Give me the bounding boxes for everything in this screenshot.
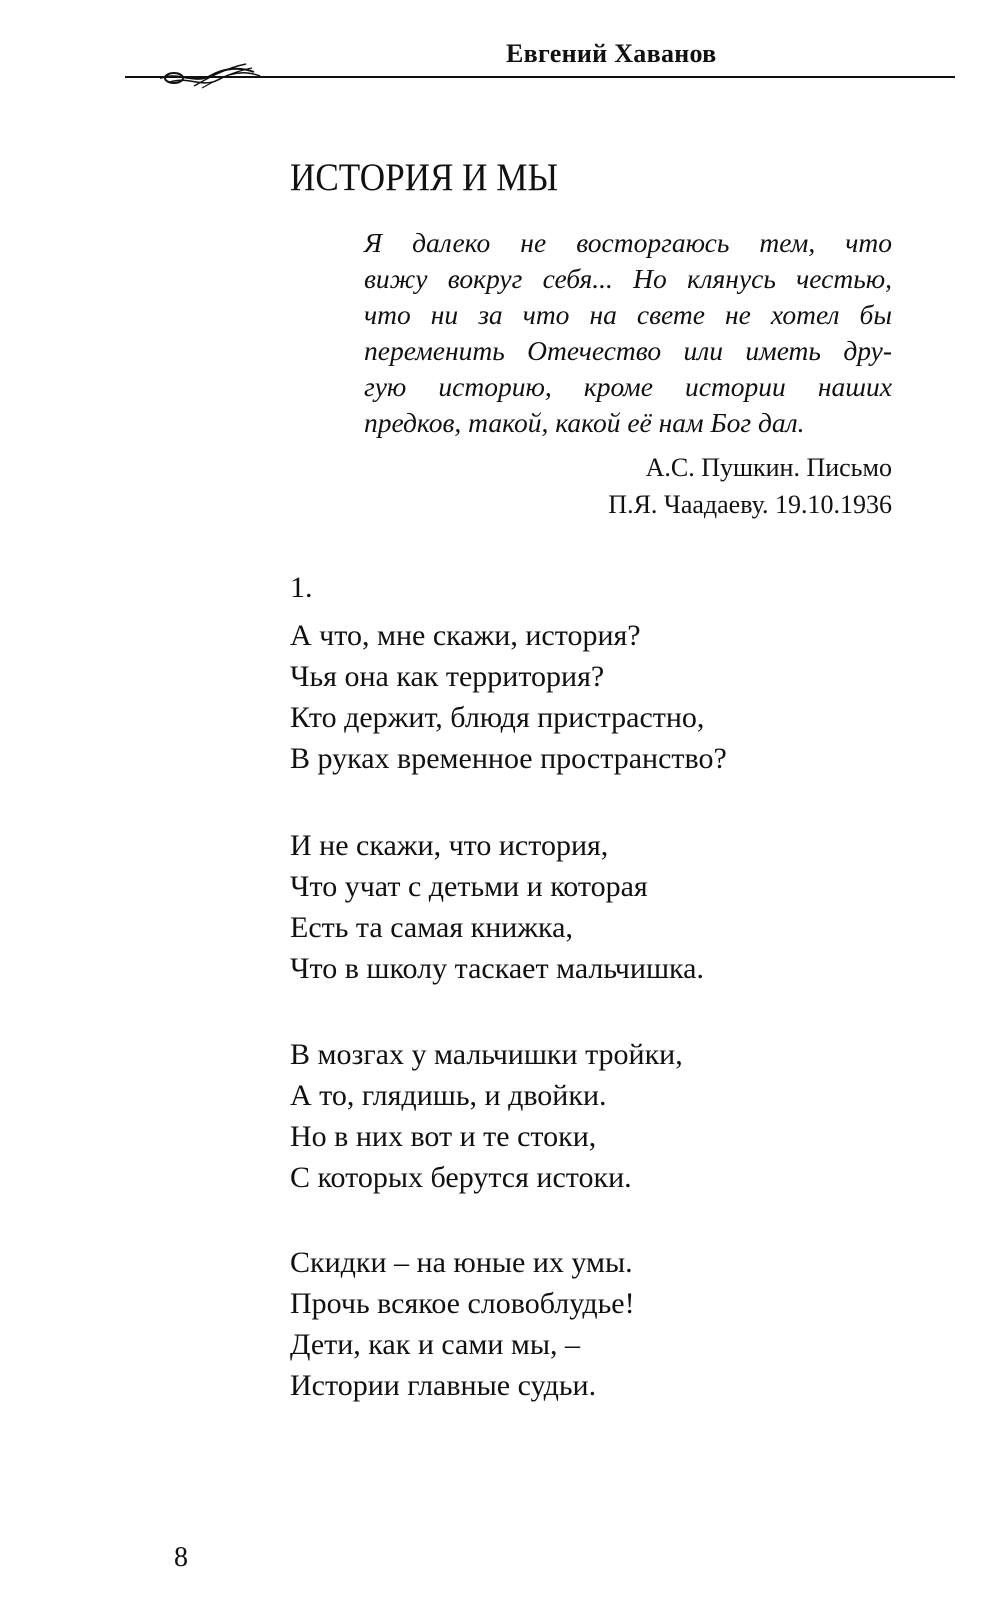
stanza-4 (290, 1242, 635, 1406)
verse-line: В мозгах у мальчишки тройки, (290, 1038, 683, 1071)
epigraph-line: предков, такой, какой её нам Бог дал. (364, 407, 805, 438)
verse-line: Что учат с детьми и которая (290, 870, 648, 903)
verse-line: А то, глядишь, и двойки. (290, 1079, 607, 1112)
verse-line: И не скажи, что история, (290, 829, 609, 862)
section-number: 1. (290, 571, 313, 604)
flourish-ornament-icon (150, 58, 270, 94)
verse-line: Прочь всякое словоблудье! (290, 1287, 635, 1320)
page-title: ИСТОРИЯ И МЫ (290, 156, 559, 199)
epigraph-line: гую историю, кроме истории наших (364, 371, 892, 402)
verse-line: Скидки – на юные их умы. (290, 1246, 633, 1279)
verse-line: Есть та самая книжка, (290, 911, 573, 944)
verse-line: Дети, как и сами мы, – (290, 1328, 581, 1361)
stanza-2 (290, 825, 704, 989)
verse-line: В руках временное пространство? (290, 742, 727, 775)
stanza-3 (290, 1034, 683, 1198)
verse-line: Что в школу таскает мальчишка. (290, 952, 704, 985)
running-head-author: Евгений Хаванов (506, 39, 717, 68)
verse-line: А что, мне скажи, история? (290, 619, 641, 652)
epigraph-attribution-line1: А.С. Пушкин. Письмо (645, 453, 892, 482)
verse-line: Чья она как территория? (290, 660, 605, 693)
verse-line: С которых берутся истоки. (290, 1161, 632, 1194)
epigraph-line: Я далеко не восторгаюсь тем, что (364, 227, 892, 258)
epigraph-line: переменить Отечество или иметь дру- (364, 335, 892, 366)
verse-line: Истории главные судьи. (290, 1369, 597, 1402)
page-number: 8 (174, 1542, 188, 1573)
verse-line: Кто держит, блюдя пристрастно, (290, 701, 705, 734)
epigraph-line: вижу вокруг себя... Но клянусь честью, (364, 263, 892, 294)
stanza-1 (290, 615, 727, 779)
epigraph-line: что ни за что на свете не хотел бы (364, 299, 892, 330)
verse-line: Но в них вот и те стоки, (290, 1120, 597, 1153)
epigraph (364, 225, 892, 441)
epigraph-attribution-line2: П.Я. Чаадаеву. 19.10.1936 (608, 490, 892, 519)
